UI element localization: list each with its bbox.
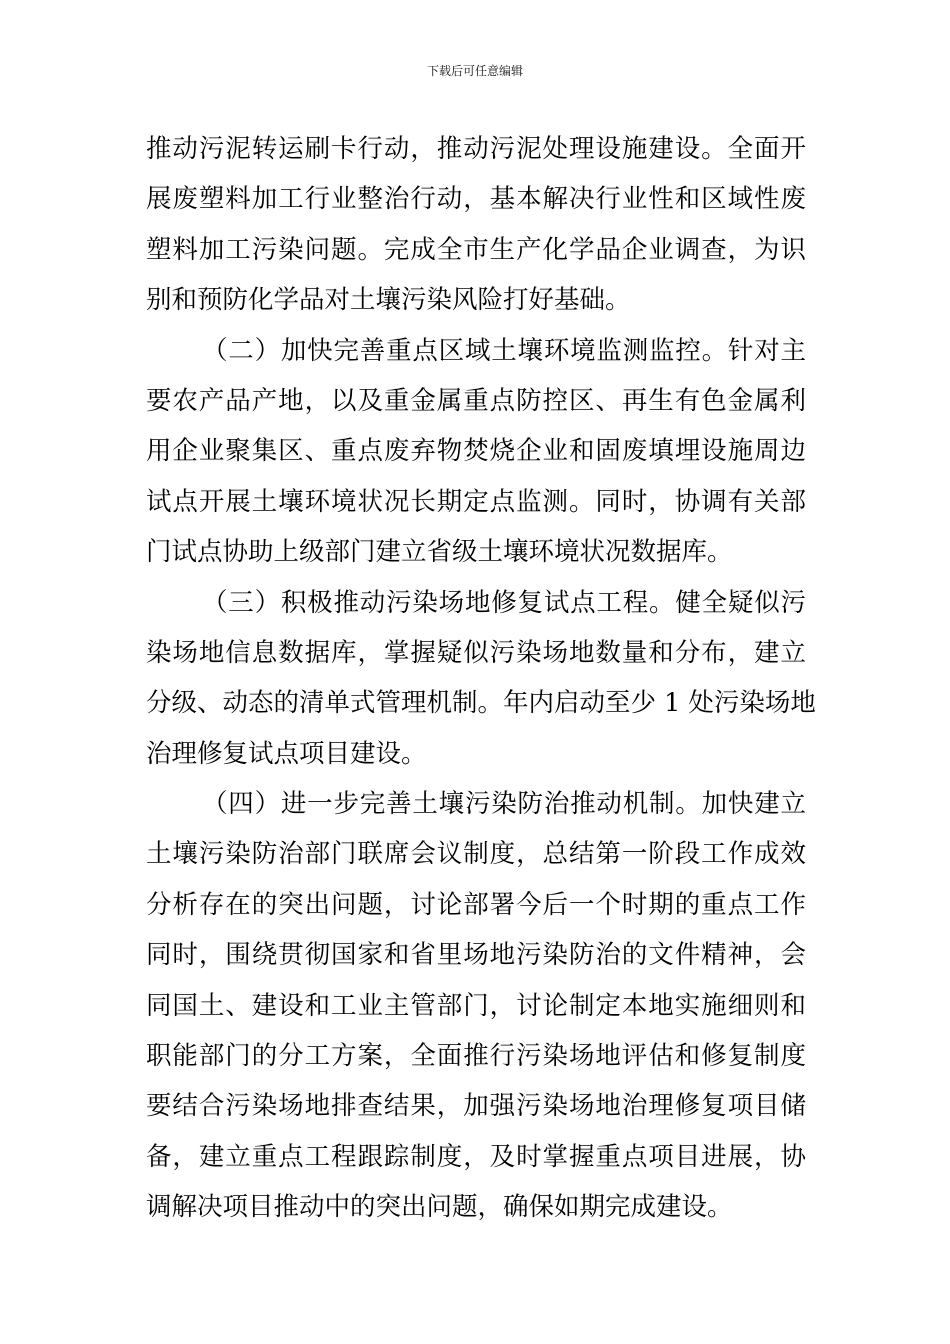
text-line: 要结合污染场地排查结果，加强污染场地治理修复项目储 bbox=[146, 1091, 806, 1122]
text-line: 塑料加工污染问题。完成全市生产化学品企业调查，为识 bbox=[146, 234, 806, 265]
text-line: 职能部门的分工方案，全面推行污染场地评估和修复制度 bbox=[146, 1041, 806, 1072]
text-line: 试点开展土壤环境状况长期定点监测。同时，协调有关部 bbox=[146, 486, 806, 517]
paragraph-section-2 bbox=[146, 333, 806, 585]
text-line: 门试点协助上级部门建立省级土壤环境状况数据库。 bbox=[146, 537, 733, 568]
text-line: 调解决项目推动中的突出问题，确保如期完成建设。 bbox=[146, 1192, 733, 1223]
text-line: 分级、动态的清单式管理机制。年内启动至少 1 处污染场地 bbox=[146, 688, 816, 719]
text-line: 展废塑料加工行业整治行动，基本解决行业性和区域性废 bbox=[146, 184, 806, 215]
text-line: 染场地信息数据库，掌握疑似污染场地数量和分布，建立 bbox=[146, 637, 806, 668]
text-line: 分析存在的突出问题，讨论部署今后一个时期的重点工作 bbox=[146, 889, 806, 920]
text-line: 同时，围绕贯彻国家和省里场地污染防治的文件精神，会 bbox=[146, 940, 806, 971]
text-line: （二）加快完善重点区域土壤环境监测监控。针对主 bbox=[202, 335, 806, 366]
text-line: 同国土、建设和工业主管部门，讨论制定本地实施细则和 bbox=[146, 990, 806, 1021]
text-line: 要农产品产地，以及重金属重点防控区、再生有色金属利 bbox=[146, 385, 806, 416]
document-body bbox=[146, 131, 816, 1240]
text-line: （四）进一步完善土壤污染防治推动机制。加快建立 bbox=[202, 789, 806, 820]
page-header: 下载后可任意编辑 bbox=[426, 64, 523, 78]
text-line: 治理修复试点项目建设。 bbox=[146, 738, 427, 769]
text-line: 推动污泥转运刷卡行动，推动污泥处理设施建设。全面开 bbox=[146, 134, 806, 164]
text-line: 土壤污染防治部门联席会议制度，总结第一阶段工作成效 bbox=[146, 839, 806, 870]
text-line: 别和预防化学品对土壤污染风险打好基础。 bbox=[146, 285, 631, 316]
text-line: 备，建立重点工程跟踪制度，及时掌握重点项目进展，协 bbox=[146, 1141, 806, 1172]
text-line: （三）积极推动污染场地修复试点工程。健全疑似污 bbox=[202, 587, 806, 618]
paragraph-section-3 bbox=[146, 585, 816, 787]
text-line: 用企业聚集区、重点废弃物焚烧企业和固废填埋设施周边 bbox=[146, 436, 806, 467]
paragraph-section-4 bbox=[146, 786, 806, 1240]
paragraph-continued bbox=[146, 131, 806, 333]
